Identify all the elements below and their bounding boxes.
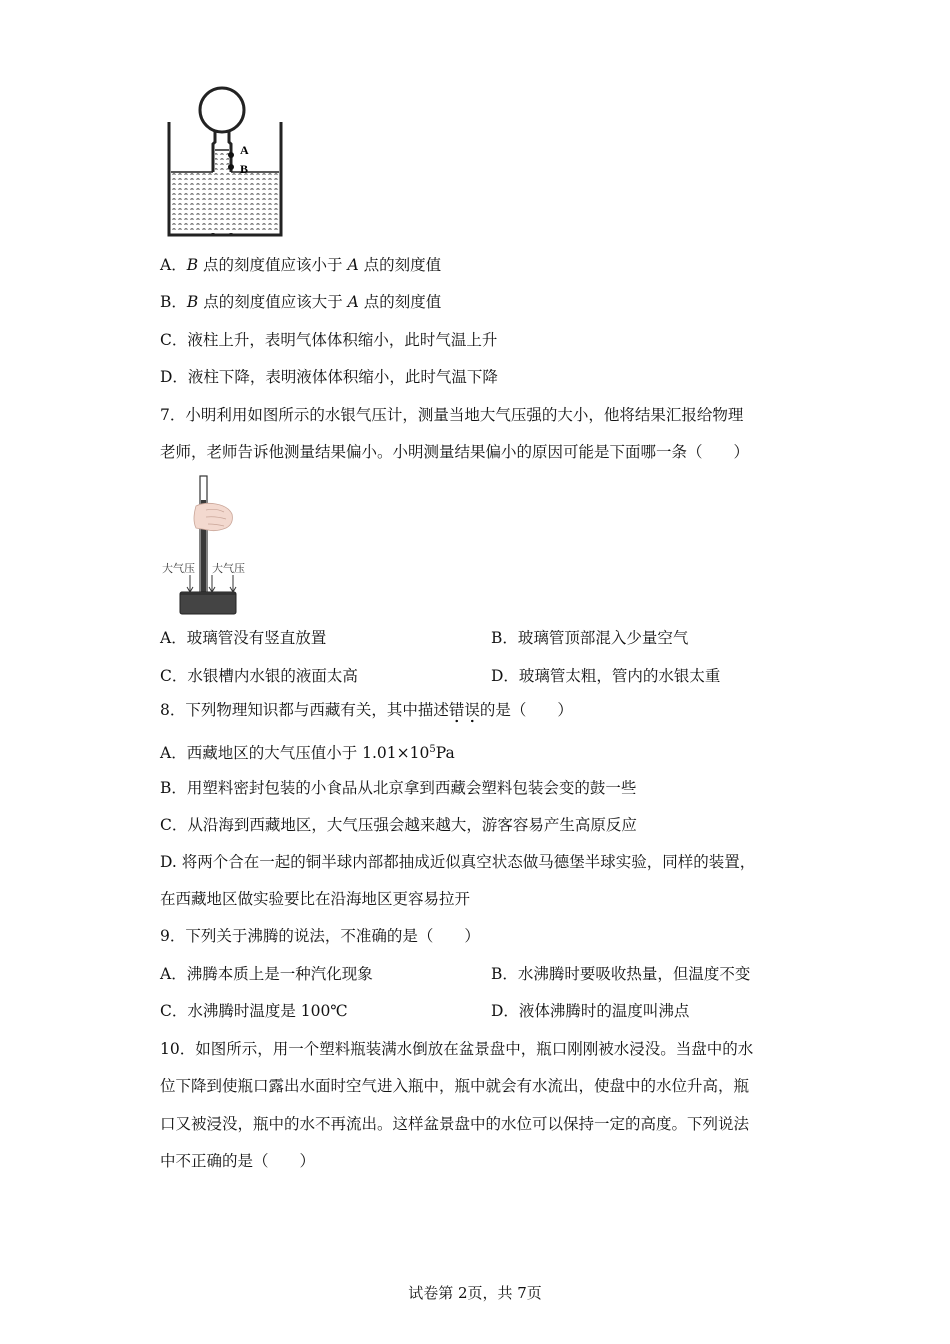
q7-option-d: D．玻璃管太粗，管内的水银太重 [491, 667, 721, 685]
q10-stem-line2: 位下降到使瓶口露出水面时空气进入瓶中，瓶中就会有水流出，使盘中的水位升高，瓶 [160, 1077, 750, 1095]
q7-option-c: C．水银槽内水银的液面太高 [160, 667, 358, 685]
tube-liquid [215, 150, 229, 233]
q9-option-a: A．沸腾本质上是一种汽化现象 [160, 965, 373, 983]
q7-stem-line1: 7．小明利用如图所示的水银气压计，测量当地大气压强的大小，他将结果汇报给物理 [160, 406, 744, 424]
q10-stem-line1: 10．如图所示，用一个塑料瓶装满水倒放在盆景盘中，瓶口刚刚被水浸没。当盘中的水 [160, 1040, 754, 1058]
label-atm-left: 大气压 [162, 562, 195, 575]
q10-stem-line3: 口又被浸没，瓶中的水不再流出。这样盆景盘中的水位可以保持一定的高度。下列说法 [160, 1115, 750, 1133]
thermometer-figure [160, 82, 290, 242]
q6-option-c: C．液柱上升，表明气体体积缩小，此时气温上升 [160, 331, 498, 349]
q8-stem: 8．下列物理知识都与西藏有关，其中描述错误的是（ ） [160, 699, 573, 721]
page-footer: 试卷第 2页，共 7页 [408, 1284, 542, 1302]
q8-emphasis: 错误 [449, 701, 480, 723]
q9-option-b: B．水沸腾时要吸收热量，但温度不变 [491, 965, 751, 983]
q7-option-b: B．玻璃管顶部混入少量空气 [491, 629, 689, 647]
q10-stem-line4: 中不正确的是（ ） [160, 1152, 316, 1170]
q8-option-c: C．从沿海到西藏地区，大气压强会越来越大，游客容易产生高原反应 [160, 816, 637, 834]
q9-stem: 9．下列关于沸腾的说法，不准确的是（ ） [160, 927, 480, 945]
q6-option-b: B．B 点的刻度值应该大于 A 点的刻度值 [160, 293, 442, 311]
q8-option-d-line1: D. 将两个合在一起的铜半球内部都抽成近似真空状态做马德堡半球实验，同样的装置， [160, 853, 756, 871]
label-atm-right: 大气压 [212, 562, 245, 575]
q6-option-a: A．B 点的刻度值应该小于 A 点的刻度值 [160, 256, 442, 274]
q9-option-d: D．液体沸腾时的温度叫沸点 [491, 1002, 690, 1020]
q7-option-a: A．玻璃管没有竖直放置 [160, 629, 327, 647]
q8-option-b: B．用塑料密封包装的小食品从北京拿到西藏会塑料包装会变的鼓一些 [160, 779, 637, 797]
q8-option-d-line2: 在西藏地区做实验要比在沿海地区更容易拉开 [160, 890, 471, 908]
label-b: B [240, 162, 249, 176]
q9-option-c: C．水沸腾时温度是 100℃ [160, 1002, 348, 1020]
q6-option-d: D．液柱下降，表明液体体积缩小，此时气温下降 [160, 368, 498, 386]
bulb [200, 88, 244, 132]
q7-stem-line2: 老师，老师告诉他测量结果偏小。小明测量结果偏小的原因可能是下面哪一条（ ） [160, 443, 750, 461]
barometer-figure [160, 472, 260, 618]
q8-option-a: A．西藏地区的大气压值小于 $1.01\times 10^5Pa$ [160, 744, 455, 763]
mercury-trough [180, 592, 236, 614]
label-a: A [240, 143, 249, 157]
